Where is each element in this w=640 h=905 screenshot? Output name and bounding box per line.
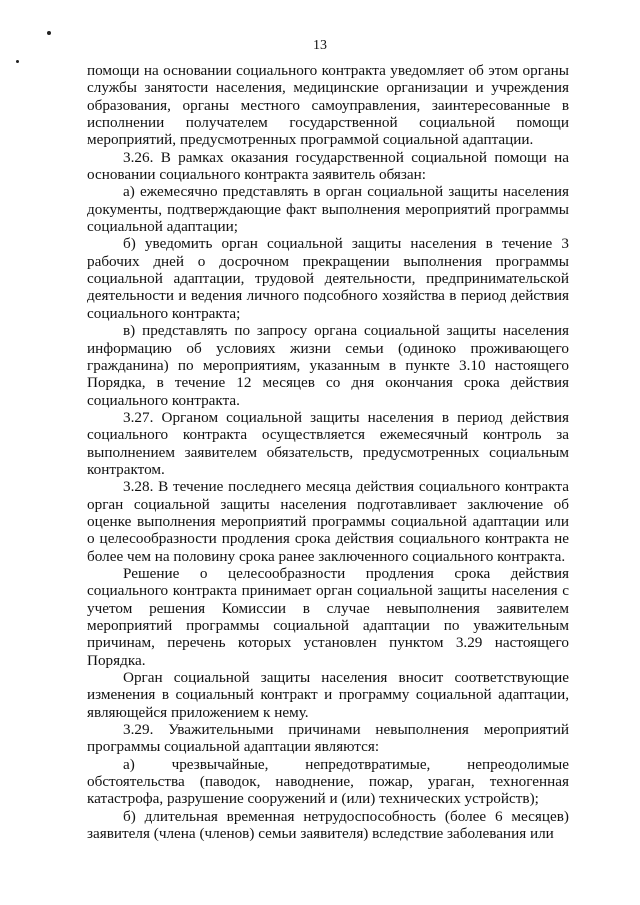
document-body	[87, 62, 569, 842]
scan-speck	[47, 31, 51, 35]
paragraph-3-29: 3.29. Уважительными причинами невыполнения мероприятий программы социальной адаптации являются:	[87, 721, 569, 756]
paragraph-3-29-a: а) чрезвычайные, непредотвратимые, непреодолимые обстоятельства (паводок, наводнение, пожар, ураган, техногенная катастрофа, разрушение сооружений и (или) технических устройств);	[87, 755, 569, 808]
scan-speck	[16, 60, 19, 63]
paragraph-3-26-v: в) представлять по запросу органа социальной защиты населения информацию об условиях жизни семьи (одиноко проживающего гражданина) по мероприятиям, указанным в пункте 3.10 настоящего Порядка, в течение 12 месяцев со дня окончания срока действия социального контракта.	[87, 322, 569, 409]
paragraph-3-27: 3.27. Органом социальной защиты населения в период действия социального контракта осуществляется ежемесячный контроль за выполнением заявителем обязательств, предусмотренных социальным контрактом.	[87, 408, 569, 478]
paragraph-3-26: 3.26. В рамках оказания государственной социальной помощи на основании социального контракта заявитель обязан:	[87, 148, 569, 184]
paragraph-3-29-b: б) длительная временная нетрудоспособность (более 6 месяцев) заявителя (члена (членов) семьи заявителя) вследствие заболевания или	[87, 807, 569, 843]
paragraph-3-26-b: б) уведомить орган социальной защиты населения в течение 3 рабочих дней о досрочном прекращении выполнения программы социальной адаптации, трудовой деятельности, предпринимательской деятельности и ведения личного подсобного хозяйства в период действия социального контракта;	[87, 235, 569, 322]
paragraph-decision: Решение о целесообразности продления срока действия социального контракта принимает орган социальной защиты населения с учетом решения Комиссии в случае невыполнения заявителем мероприятий программы социальной адаптации по уважительным причинам, перечень которых установлен пунктом 3.29 настоящего Порядка.	[87, 564, 569, 669]
page-number: 13	[313, 38, 327, 53]
paragraph-3-28: 3.28. В течение последнего месяца действия социального контракта орган социальной защиты населения подготавливает заключение об оценке выполнения мероприятий программы социальной адаптации или о целесообразности продления срока действия социального контракта не более чем на половину срока ранее заключенного социального контракта.	[87, 478, 569, 565]
paragraph-changes: Орган социальной защиты населения вносит соответствующие изменения в социальный контракт и программу социальной адаптации, являющейся приложением к нему.	[87, 669, 569, 721]
paragraph-intro: помощи на основании социального контракта уведомляет об этом органы службы занятости населения, медицинские организации и учреждения образования, органы местного самоуправления, заинтересованные в исполнении получателем государственной социальной помощи мероприятий, предусмотренных программой социальной адаптации.	[87, 62, 569, 149]
paragraph-3-26-a: а) ежемесячно представлять в орган социальной защиты населения документы, подтверждающие факт выполнения мероприятий программы социальной адаптации;	[87, 183, 569, 236]
